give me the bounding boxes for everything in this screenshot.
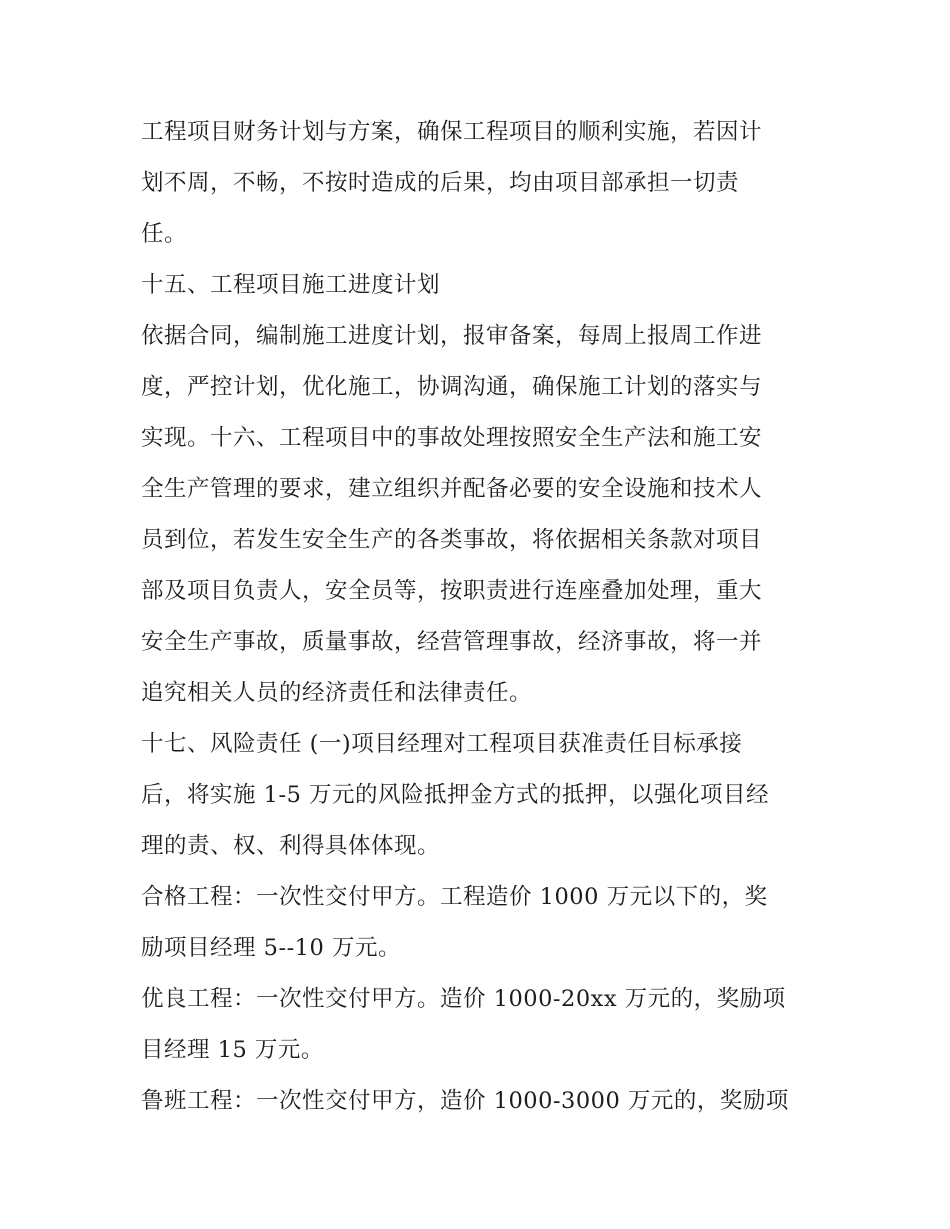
text-line: 实现。十六、工程项目中的事故处理按照安全生产法和施工安 xyxy=(141,425,763,451)
section-heading: 十五、工程项目施工进度计划 xyxy=(141,272,441,298)
text-line: 鲁班工程：一次性交付甲方，造价 1000-3000 万元的，奖励项 xyxy=(141,1088,789,1114)
text-line: 励项目经理 5--10 万元。 xyxy=(141,935,401,961)
text-line: 度，严控计划，优化施工，协调沟通，确保施工计划的落实与 xyxy=(141,374,763,400)
text-line: 理的责、权、利得具体体现。 xyxy=(141,833,441,859)
text-line: 追究相关人员的经济责任和法律责任。 xyxy=(141,680,533,706)
text-line: 十七、风险责任 (一)项目经理对工程项目获准责任目标承接 xyxy=(141,731,743,757)
text-line: 依据合同，编制施工进度计划，报审备案，每周上报周工作进 xyxy=(141,323,763,349)
text-line: 后，将实施 1-5 万元的风险抵押金方式的抵押，以强化项目经 xyxy=(141,782,770,808)
text-line: 目经理 15 万元。 xyxy=(141,1037,324,1063)
text-line: 合格工程：一次性交付甲方。工程造价 1000 万元以下的，奖 xyxy=(141,884,768,910)
text-line: 优良工程：一次性交付甲方。造价 1000-20xx 万元的，奖励项 xyxy=(141,986,786,1012)
text-line: 任。 xyxy=(141,221,188,247)
text-line: 安全生产事故，质量事故，经营管理事故，经济事故，将一并 xyxy=(141,629,763,655)
text-line: 工程项目财务计划与方案，确保工程项目的顺利实施，若因计 xyxy=(141,119,763,145)
text-line: 部及项目负责人，安全员等，按职责进行连座叠加处理，重大 xyxy=(141,578,763,604)
text-line: 员到位，若发生安全生产的各类事故，将依据相关条款对项目 xyxy=(141,527,763,553)
text-line: 划不周，不畅，不按时造成的后果，均由项目部承担一切责 xyxy=(141,170,740,196)
document-body xyxy=(141,107,821,1127)
text-line: 全生产管理的要求，建立组织并配备必要的安全设施和技术人 xyxy=(141,476,763,502)
